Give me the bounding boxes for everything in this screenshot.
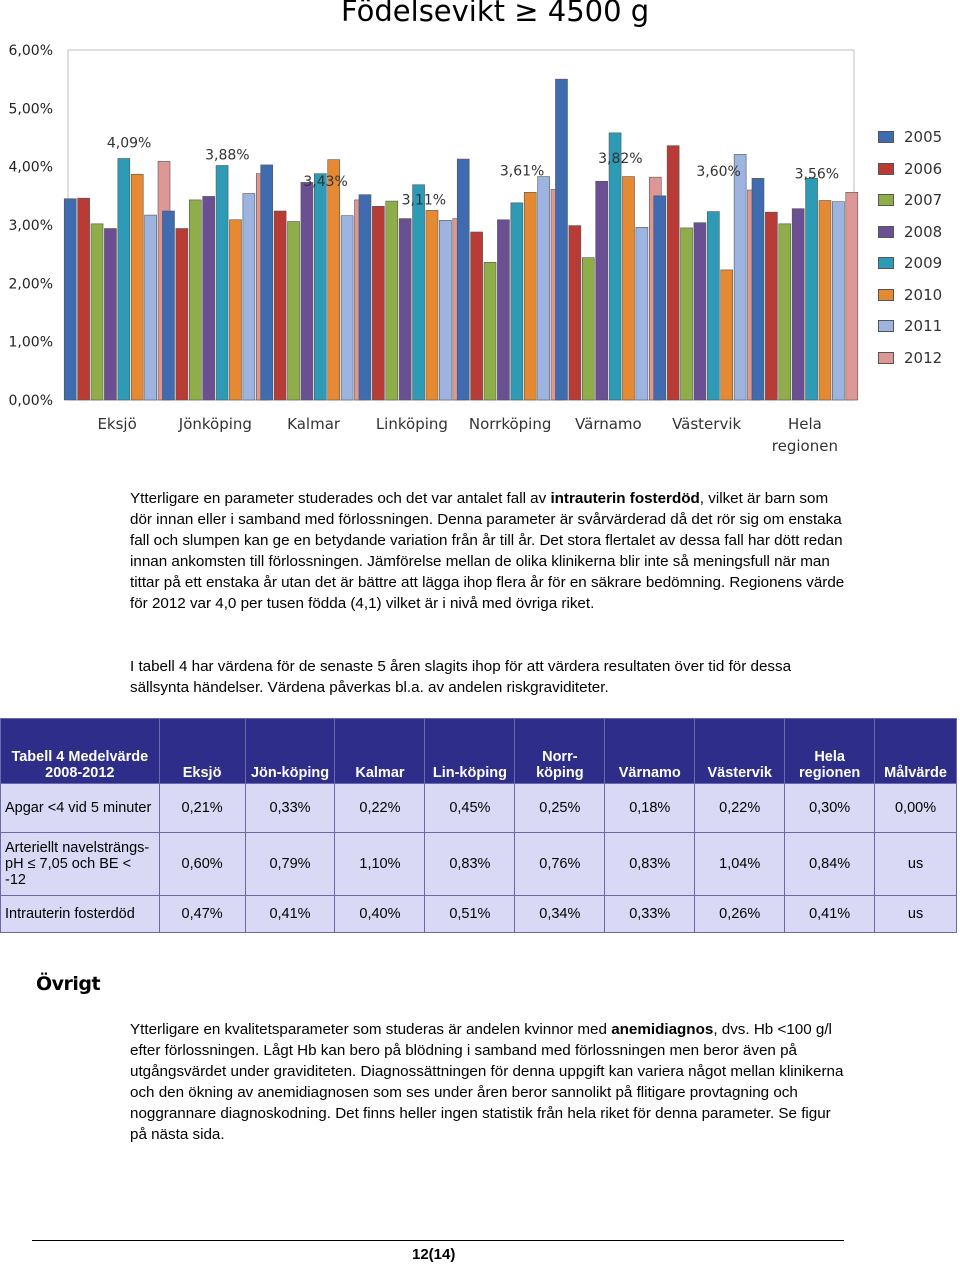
y-tick-label: 3,00% [8,218,53,234]
table-cell: 0,25% [515,784,605,833]
table-cell: 0,21% [159,784,245,833]
table-cell: 0,79% [245,833,335,896]
bar [288,222,300,401]
legend-label: 2008 [904,222,943,241]
legend-label: 2005 [904,128,943,146]
bar [707,212,719,400]
table-cell: 0,26% [695,896,785,933]
y-tick-label: 4,00% [8,159,53,176]
bar [413,185,425,400]
table-cell: 0,41% [785,896,875,933]
table-cell: 0,47% [159,896,245,933]
bar [104,229,116,401]
data-label: 3,56% [794,166,840,183]
bar [806,178,818,400]
data-label: 3,61% [499,163,545,180]
table-cell: us [875,896,957,933]
y-tick-label: 6,00% [8,43,53,59]
legend-swatch [878,352,894,364]
table-cell: 0,22% [695,784,785,833]
bar [314,174,326,400]
bar [484,262,496,400]
data-label: 3,43% [303,173,348,190]
table-4 [0,718,957,933]
y-tick-label: 2,00% [8,276,53,293]
table-cell: 0,41% [245,896,335,933]
bar [752,178,764,400]
bar [694,223,706,400]
x-tick-label: Norrköping [468,415,552,433]
bar [328,160,340,400]
col-header: Norr-köping [515,719,605,784]
table-row [1,896,957,933]
section-heading: Övrigt [36,973,101,995]
x-tick-label: Kalmar [287,415,341,433]
legend-label: 2009 [904,254,943,272]
bar [274,211,286,400]
legend-item [878,160,942,178]
table-cell: 0,00% [875,784,957,833]
table-cell: 1,04% [695,833,785,896]
bar [176,229,188,401]
bar [229,220,241,400]
table-cell: 0,22% [335,784,425,833]
col-header: Hela regionen [785,719,875,784]
legend-swatch [878,289,894,301]
bar [78,198,90,400]
bar [721,270,733,400]
data-label: 3,11% [401,192,447,209]
x-tick-label: regionen [771,437,838,455]
bar [131,174,143,400]
paragraph-anemia [130,1019,845,1145]
bar [118,159,130,401]
bar-chart [0,0,960,460]
legend-item [878,128,942,146]
y-tick-label: 0,00% [8,393,53,409]
x-tick-label: Linköping [375,415,448,433]
bar [819,201,831,401]
table-cell: 0,18% [605,784,695,833]
bar [765,212,777,400]
bar [792,209,804,400]
row-label: Intrauterin fosterdöd [1,896,160,933]
bar [555,79,567,400]
legend-swatch [878,320,894,332]
data-label: 3,88% [205,147,250,164]
bar [667,146,679,400]
legend-item [878,191,942,209]
bar [538,177,550,400]
data-label: 4,09% [106,135,152,152]
bar [609,133,621,400]
page-number: 12(14) [412,1246,456,1263]
bar [497,220,509,400]
bar [341,216,353,400]
bar [439,220,451,400]
table-cell: 0,30% [785,784,875,833]
table-cell: 0,83% [425,833,515,896]
paragraph-text: Ytterligare en parameter studerades och det var antalet fall av [130,490,551,507]
paragraph-text: , vilket är barn som dör innan eller i samband med förlossningen. Denna parameter är svårvärderad då det rör sig om enstaka fall och slumpen kan ge en betydande variation från år till år. Det stora flertalet av dessa fall har dött redan innan ankomsten till förlossningen. Jämförelse mellan de olika klinikerna blir inte så meningsfull när man tittar på ett enstaka år utan det är bättre att lägga ihop flera år för en säkrare bedömning. Regionens värde för 2012 var 4,0 per tusen födda (4,1) vilket är i nivå med övriga riket. [130,490,845,612]
bar [399,219,411,400]
col-header: Eksjö [159,719,245,784]
table-caption: Tabell 4 Medelvärde 2008-2012 [1,719,160,784]
table-cell: 0,45% [425,784,515,833]
bar [162,211,174,400]
legend-item [878,317,942,335]
legend-item [878,349,942,367]
row-label: Arteriellt navelsträngs-pH ≤ 7,05 och BE < -12 [1,833,160,896]
bar [426,210,438,400]
row-label: Apgar <4 vid 5 minuter [1,784,160,833]
table-cell: 0,51% [425,896,515,933]
table-row [1,833,957,896]
data-label: 3,82% [598,151,643,168]
bar [622,177,634,400]
paragraph-bold-term: intrauterin fosterdöd [550,490,700,507]
table-row [1,784,957,833]
bar [511,203,523,400]
bar [91,224,103,400]
table-cell: us [875,833,957,896]
bar [359,195,371,400]
x-tick-label: Västervik [672,415,742,433]
bar [832,202,844,400]
col-header: Målvärde [875,719,957,784]
bar [596,181,608,400]
col-header: Lin-köping [425,719,515,784]
bar [145,215,157,400]
bar [216,166,228,401]
table-cell: 1,10% [335,833,425,896]
table-cell: 0,33% [245,784,335,833]
table-cell: 0,84% [785,833,875,896]
table-cell: 0,34% [515,896,605,933]
bar [261,165,273,400]
bar [734,154,746,400]
bar [189,200,201,400]
bar [569,226,581,400]
bar [654,196,666,400]
bar [203,196,215,400]
footer-divider [32,1240,844,1241]
x-tick-label: Jönköping [178,415,252,433]
paragraph-bold-term: anemidiagnos [611,1021,714,1038]
data-label: 3,60% [696,164,741,180]
table-cell: 0,83% [605,833,695,896]
paragraph-intrauterine [130,488,845,614]
legend-item [878,254,942,272]
col-header: Kalmar [335,719,425,784]
bar [457,159,469,400]
bar [372,206,384,400]
y-tick-label: 5,00% [8,101,53,118]
legend-label: 2012 [904,348,943,367]
table-cell: 0,76% [515,833,605,896]
table-cell: 0,40% [335,896,425,933]
bar [471,232,483,400]
legend-label: 2006 [904,159,943,178]
paragraph-table-intro: I tabell 4 har värdena för de senaste 5 åren slagits ihop för att värdera resultaten över tid för dessa sällsynta händelser. Värdena påverkas bl.a. av andelen riskgraviditeter. [130,658,792,696]
bar [386,201,398,400]
bar [243,194,255,401]
x-tick-label: Hela [787,415,822,433]
legend-swatch [878,226,894,238]
bar [301,182,313,400]
x-tick-label: Eksjö [97,415,137,433]
bar [582,258,594,400]
paragraph-text: Ytterligare en kvalitetsparameter som studeras är andelen kvinnor med [130,1021,612,1038]
bar [779,224,791,400]
table-cell: 0,60% [159,833,245,896]
legend-item [878,223,942,241]
table-header-row [1,719,957,784]
paragraph-text: , dvs. Hb <100 g/l efter förlossningen. Lågt Hb kan bero på blödning i samband med förlossningen men beror även på utgångsvärdet under graviditeten. Diagnossättningen för denna uppgift kan variera något mellan klinikerna och den ökning av anemidiagnosen som ses under åren beror sannolikt på flitigare provtagning och noggrannare diagnoskodning. Det finns heller ingen statistik från hela riket för denna parameter. Se figur på nästa sida. [130,1021,844,1143]
legend-swatch [878,163,894,175]
bar [846,192,858,400]
bar [524,192,536,400]
bar [636,227,648,400]
table-cell: 0,33% [605,896,695,933]
col-header: Värnamo [605,719,695,784]
bar [64,199,76,400]
legend-label: 2010 [904,285,943,304]
x-tick-label: Värnamo [575,415,642,433]
bar [681,228,693,400]
y-tick-label: 1,00% [8,334,53,351]
col-header: Västervik [695,719,785,784]
legend-swatch [878,131,894,143]
legend-label: 2011 [904,317,943,335]
legend-swatch [878,257,894,269]
legend-swatch [878,194,894,206]
legend-item [878,286,942,304]
col-header: Jön-köping [245,719,335,784]
legend-label: 2007 [904,191,943,209]
